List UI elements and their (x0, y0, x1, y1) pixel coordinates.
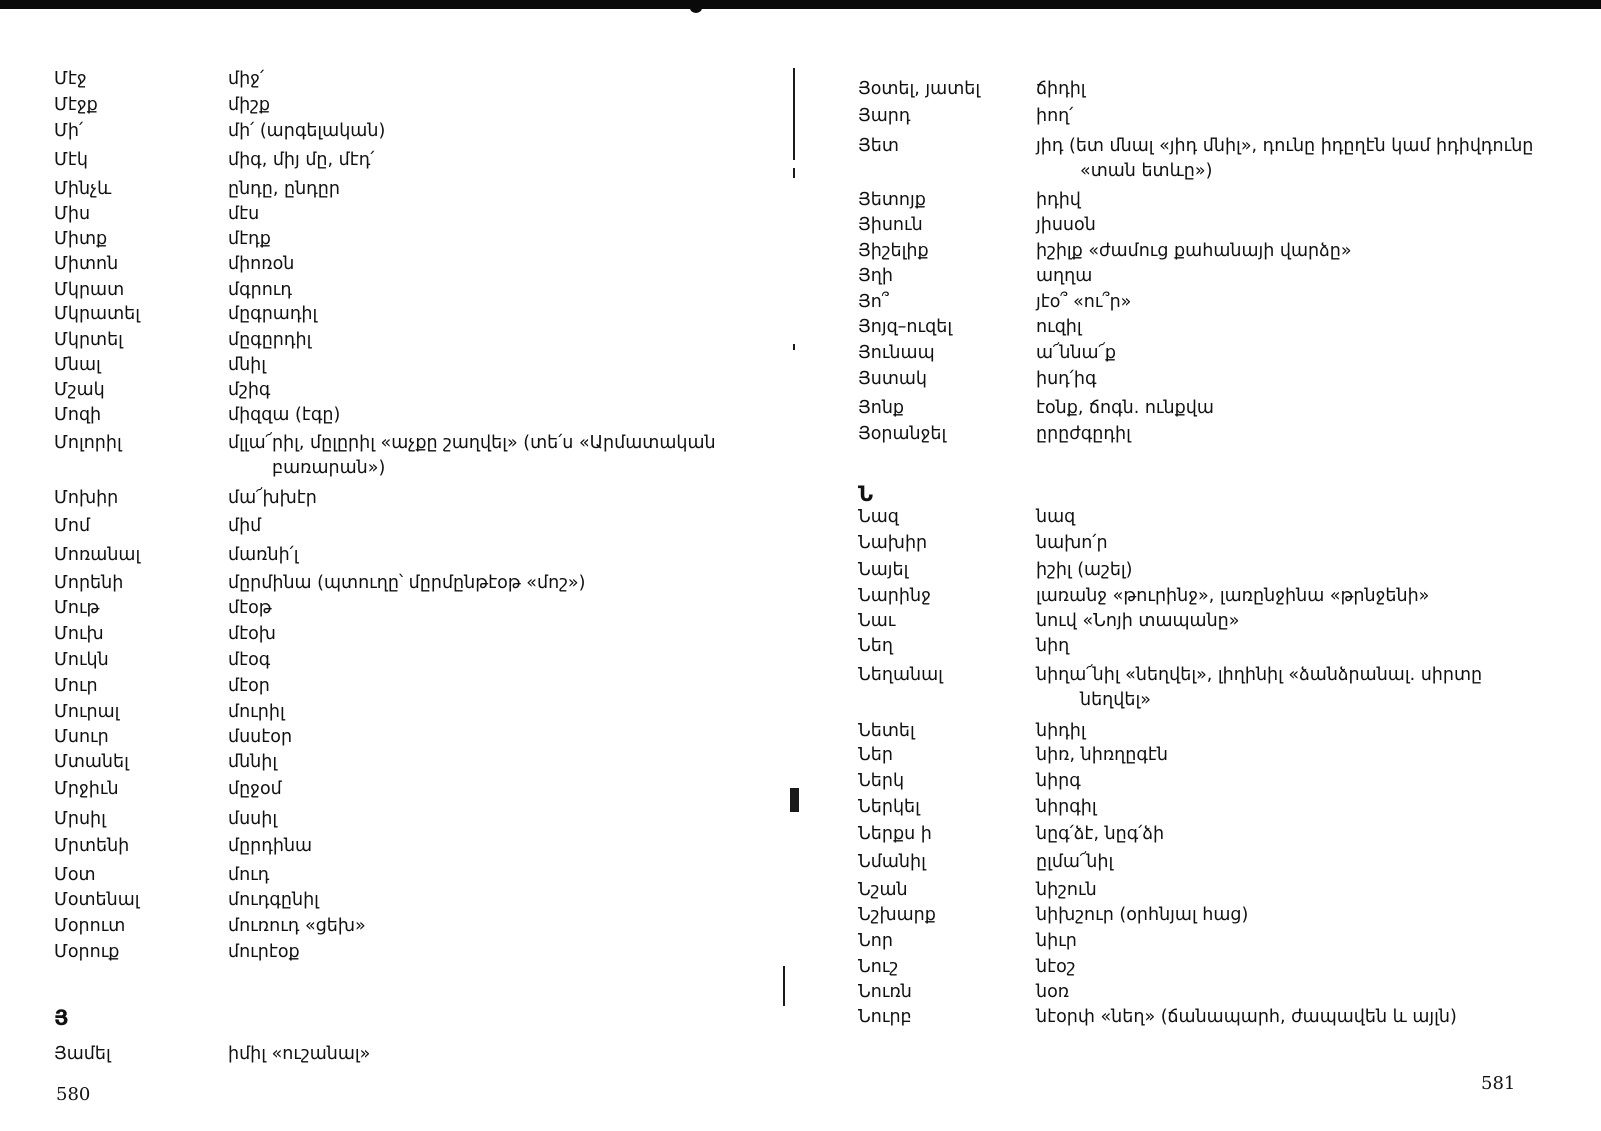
entry-gloss (1036, 341, 1536, 366)
entry-gloss-text: մուրիլ (228, 702, 285, 722)
entry-headword: Մշակ (54, 380, 105, 400)
entry-gloss (228, 93, 748, 118)
entry-gloss (1036, 955, 1536, 980)
entry-headword: Ներ (858, 745, 893, 765)
entry-headword: Մոխիր (54, 488, 119, 508)
entry-headword: Յստակ (858, 369, 928, 389)
entry-headword: Մնալ (54, 355, 101, 375)
entry-gloss-text: միմ (228, 516, 262, 536)
section-letter: Ն (858, 482, 874, 506)
entry-gloss-text: մսսիլ (228, 809, 278, 829)
entry-gloss (1036, 505, 1536, 530)
entry-gloss (228, 67, 748, 92)
entry-headword: Մութ (54, 598, 100, 618)
entry-gloss-text: իշիլք «ժամուց քահանայի վարձը» (1036, 241, 1352, 261)
entry-gloss (1036, 104, 1536, 129)
entry-headword: Միս (54, 204, 91, 224)
entry-gloss (1036, 795, 1536, 820)
entry-gloss-text: նիղա՜նիլ «նեղվել», լիղինիլ «ձանձրանալ. սիրտը (1036, 665, 1483, 685)
entry-gloss (1036, 396, 1536, 421)
entry-headword: Մրջիւն (54, 779, 119, 799)
entry-headword: Յօտել, յատել (858, 79, 981, 99)
entry-headword: Մտանել (54, 752, 129, 772)
entry-gloss (228, 914, 748, 939)
entry-gloss-text: նիշուն (1036, 880, 1097, 900)
entry-gloss (228, 202, 748, 227)
entry-gloss-text: ճիդիլ (1036, 79, 1086, 99)
entry-gloss (228, 119, 748, 144)
entry-headword: Յարդ (858, 106, 911, 126)
entry-gloss (1036, 290, 1536, 315)
entry-headword: Նշխարք (858, 905, 936, 925)
entry-gloss (228, 888, 748, 913)
entry-gloss-text: մա՜խխէր (228, 488, 317, 508)
entry-gloss-text: մէօխ (228, 624, 276, 644)
entry-gloss-text: իսդ՛իգ (1036, 369, 1097, 389)
section-letter: Յ (54, 1006, 69, 1030)
entry-gloss (228, 378, 748, 403)
entry-gloss-text: նիդիլ (1036, 721, 1086, 741)
entry-gloss-text: նէօրփ «նեղ» (ճանապարհ, ժապավեն և այլն) (1036, 1007, 1457, 1027)
entry-gloss (1036, 663, 1536, 713)
entry-gloss-text: նիղ (1036, 636, 1070, 656)
entry-headword: Մէջ (54, 69, 87, 89)
entry-gloss-text: նիռ, նիռղըգէն (1036, 745, 1168, 765)
entry-headword: Մէկ (54, 150, 88, 170)
entry-gloss (228, 596, 748, 621)
entry-headword: Մկրատ (54, 280, 125, 300)
entry-gloss (228, 278, 748, 303)
entry-headword: Յիսուն (858, 215, 923, 235)
entry-gloss (1036, 134, 1536, 184)
entry-gloss-continuation: բառարան») (272, 458, 386, 478)
entry-headword: Նշան (858, 880, 908, 900)
entry-headword: Նախիր (858, 533, 928, 553)
entry-gloss (228, 571, 748, 596)
entry-gloss-text: մըջօմ (228, 779, 282, 799)
entry-gloss (228, 648, 748, 673)
entry-headword: Յօրանջել (858, 424, 947, 444)
entry-headword: Մկրատել (54, 304, 140, 324)
entry-headword: Մինչև (54, 179, 112, 199)
left-entries (0, 0, 760, 1131)
entry-gloss-text: նօռ (1036, 982, 1070, 1002)
entry-gloss (228, 940, 748, 965)
entry-headword: Ներքս ի (858, 824, 932, 844)
entry-gloss (228, 1042, 748, 1067)
entry-gloss (1036, 1005, 1536, 1030)
entry-gloss-text: իող՛ (1036, 106, 1074, 126)
entry-headword: Յետ (858, 136, 899, 156)
entry-gloss (1036, 743, 1536, 768)
entry-gloss (1036, 929, 1536, 954)
right-page (800, 0, 1560, 1131)
entry-headword: Ներկել (858, 797, 920, 817)
entry-gloss-text: մէօր (228, 676, 270, 696)
entry-headword: Մսուր (54, 727, 109, 747)
entry-gloss-text: նիրգ (1036, 771, 1081, 791)
entry-headword: Ներկ (858, 771, 905, 791)
entry-headword: Նմանիլ (858, 852, 926, 872)
entry-gloss-text: նուվ «Նոյի տապանը» (1036, 611, 1240, 631)
entry-gloss-text: իդիվ (1036, 190, 1081, 210)
entry-gloss (1036, 878, 1536, 903)
gutter-notch (793, 344, 795, 350)
entry-gloss (228, 725, 748, 750)
entry-headword: Մոմ (54, 516, 91, 536)
entry-gloss-text: մառնի՛լ (228, 545, 299, 565)
entry-gloss (228, 486, 748, 511)
entry-gloss-text: մըրմինա (պտուղը՝ մըրմընթէօթ «մոշ») (228, 573, 586, 593)
entry-headword: Մոռանալ (54, 545, 141, 565)
entry-gloss (228, 700, 748, 725)
entry-gloss-text: միշք (228, 95, 271, 115)
entry-headword: Մօրուք (54, 942, 120, 962)
entry-gloss-text: մշիգ (228, 380, 271, 400)
page-number: 580 (56, 1084, 91, 1105)
entry-headword: Միտք (54, 229, 108, 249)
entry-gloss-text: ընդը, ընդըր (228, 179, 340, 199)
entry-gloss-text: մնիլ (228, 355, 267, 375)
entry-gloss-text: մլլա՜րիլ, մըլըրիլ «աչքը շաղվել» (տե՛ս «Արմատական (228, 433, 716, 453)
entry-headword: Մրտենի (54, 836, 130, 856)
entry-gloss (228, 674, 748, 699)
entry-gloss-text: մուդգընիլ (228, 890, 319, 910)
entry-gloss-text: մննիլ (228, 752, 278, 772)
entry-gloss (228, 353, 748, 378)
entry-headword: Մկրտել (54, 330, 123, 350)
entry-headword: Նետել (858, 721, 915, 741)
entry-gloss-text: ուզիլ (1036, 317, 1082, 337)
entry-gloss (228, 622, 748, 647)
entry-gloss (228, 543, 748, 568)
entry-gloss (1036, 188, 1536, 213)
entry-headword: Յղի (858, 266, 893, 286)
entry-gloss (1036, 903, 1536, 928)
entry-gloss (1036, 980, 1536, 1005)
entry-gloss-text: էօնք, ճոգն. ունքվա (1036, 398, 1214, 418)
entry-gloss-text: նէօշ (1036, 957, 1076, 977)
entry-gloss (228, 403, 748, 428)
entry-headword: Նուշ (858, 957, 899, 977)
entry-gloss (228, 807, 748, 832)
gutter-notch (793, 168, 795, 178)
entry-gloss (1036, 264, 1536, 289)
entry-gloss-text: նազ (1036, 507, 1076, 527)
entry-gloss (1036, 77, 1536, 102)
entry-gloss (1036, 634, 1536, 659)
entry-gloss (1036, 213, 1536, 238)
entry-gloss (228, 328, 748, 353)
entry-gloss-text: նիխշուր (օրհնյալ հաց) (1036, 905, 1249, 925)
right-entries (800, 0, 1560, 1131)
entry-headword: Մորենի (54, 573, 124, 593)
entry-headword: Նայել (858, 560, 909, 580)
entry-gloss-text: միզզա (էգը) (228, 405, 341, 425)
entry-gloss-text: լառանջ «թուրինջ», լառընջինա «թրնջենի» (1036, 586, 1430, 606)
entry-gloss-text: մուռուդ «ցեխ» (228, 916, 366, 936)
entry-gloss-text: յիսսօն (1036, 215, 1096, 235)
entry-gloss-text: մուդ (228, 865, 270, 885)
entry-gloss-text: միգ, միյ մը, մէդ՛ (228, 150, 375, 170)
entry-gloss (1036, 769, 1536, 794)
entry-headword: Յոյզ–ուզել (858, 317, 953, 337)
entry-headword: Նոր (858, 931, 893, 951)
entry-gloss (1036, 584, 1536, 609)
entry-gloss-text: նիրգիլ (1036, 797, 1097, 817)
entry-gloss (1036, 822, 1536, 847)
entry-gloss (228, 177, 748, 202)
entry-headword: Մէջք (54, 95, 98, 115)
entry-headword: Մոլորիլ (54, 433, 122, 453)
left-page (0, 0, 760, 1131)
entry-headword: Մօտենալ (54, 890, 140, 910)
entry-headword: Միտոն (54, 254, 119, 274)
gutter-line (783, 966, 785, 1006)
entry-gloss-text: յիդ (ետ մնալ «յիդ մնիլ», դունը իդըղէն կամ իդիվդունը (1036, 136, 1534, 156)
entry-gloss-text: իշիլ (աշել) (1036, 560, 1133, 580)
entry-gloss (228, 863, 748, 888)
entry-gloss-text: մէօթ (228, 598, 272, 618)
entry-gloss (1036, 367, 1536, 392)
entry-headword: Նեղ (858, 636, 893, 656)
entry-gloss (1036, 315, 1536, 340)
entry-gloss-text: մէս (228, 204, 260, 224)
entry-gloss (228, 750, 748, 775)
entry-gloss (1036, 422, 1536, 447)
entry-gloss (1036, 558, 1536, 583)
entry-headword: Նարինջ (858, 586, 931, 606)
entry-headword: Նեղանալ (858, 665, 943, 685)
entry-gloss (228, 514, 748, 539)
entry-gloss-text: ըրըժգըդիլ (1036, 424, 1131, 444)
entry-gloss-text: միջ՛ (228, 69, 265, 89)
entry-gloss-text: միոռօն (228, 254, 295, 274)
gutter-line (793, 68, 795, 160)
entry-headword: Յամել (54, 1044, 111, 1064)
entry-gloss-text: յէօ՞ «ու՞ր» (1036, 292, 1132, 312)
entry-headword: Մօրուտ (54, 916, 126, 936)
entry-headword: Նուրբ (858, 1007, 912, 1027)
entry-gloss (228, 252, 748, 277)
entry-gloss (228, 431, 748, 481)
entry-gloss-text: ա՜ննա՜ք (1036, 343, 1117, 363)
entry-gloss (228, 302, 748, 327)
entry-gloss (1036, 609, 1536, 634)
entry-headword: Նաւ (858, 611, 896, 631)
entry-gloss-continuation: նեղվել» (1080, 690, 1151, 710)
entry-gloss (1036, 850, 1536, 875)
entry-gloss-text: մըրդինա (228, 836, 313, 856)
entry-headword: Յո՞ (858, 292, 889, 312)
page-number: 581 (1481, 1073, 1516, 1094)
entry-gloss-text: նիւր (1036, 931, 1077, 951)
entry-gloss (1036, 239, 1536, 264)
entry-headword: Մուր (54, 676, 98, 696)
entry-gloss-continuation: «տան ետևը») (1080, 161, 1213, 181)
entry-headword: Յոնք (858, 398, 905, 418)
entry-gloss-text: աղղա (1036, 266, 1093, 286)
entry-headword: Մուխ (54, 624, 104, 644)
entry-gloss-text: իմիլ «ուշանալ» (228, 1044, 371, 1064)
entry-gloss-text: ըլմա՜նիլ (1036, 852, 1114, 872)
entry-gloss-text: նախո՛ր (1036, 533, 1108, 553)
entry-gloss (228, 148, 748, 173)
entry-gloss-text: մուրէօք (228, 942, 300, 962)
entry-gloss-text: մէօգ (228, 650, 271, 670)
entry-headword: Յետոյք (858, 190, 926, 210)
entry-gloss (228, 777, 748, 802)
entry-gloss (228, 227, 748, 252)
entry-headword: Նուռն (858, 982, 912, 1002)
entry-gloss (228, 834, 748, 859)
gutter-smudge (790, 788, 799, 812)
entry-gloss-text: մէդք (228, 229, 271, 249)
entry-headword: Մօտ (54, 865, 96, 885)
entry-gloss-text: մի՛ (արգելական) (228, 121, 386, 141)
entry-headword: Մուկն (54, 650, 109, 670)
entry-gloss-text: մգրուդ (228, 280, 292, 300)
entry-gloss-text: մըգըրդիլ (228, 330, 312, 350)
entry-gloss (1036, 719, 1536, 744)
entry-headword: Մոզի (54, 405, 102, 425)
entry-headword: Մուրալ (54, 702, 120, 722)
entry-gloss-text: մըգրադիլ (228, 304, 318, 324)
entry-gloss-text: մսսէօր (228, 727, 293, 747)
entry-headword: Յունապ (858, 343, 935, 363)
entry-gloss (1036, 531, 1536, 556)
entry-headword: Յիշելիք (858, 241, 929, 261)
entry-headword: Մրսիլ (54, 809, 106, 829)
entry-headword: Նազ (858, 507, 899, 527)
entry-gloss-text: նըգ՛ձէ, նըգ՛ձի (1036, 824, 1165, 844)
entry-headword: Մի՛ (54, 121, 84, 141)
